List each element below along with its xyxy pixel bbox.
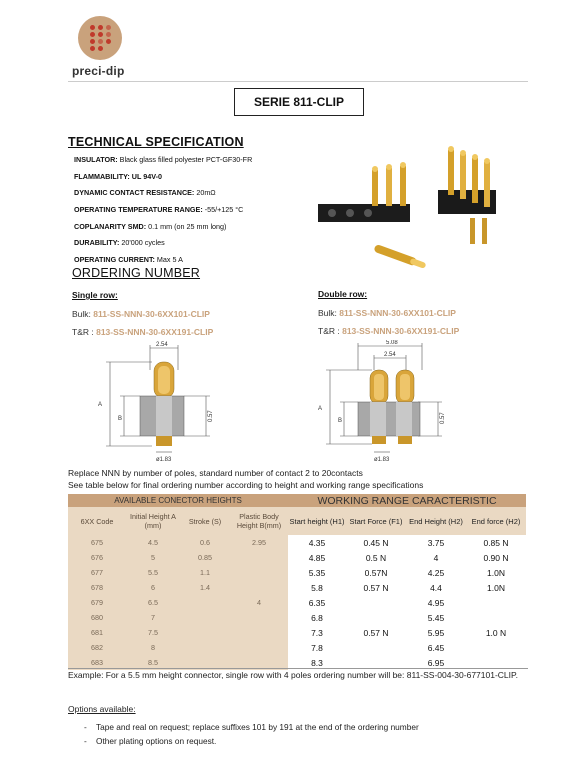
spec-operating-current: OPERATING CURRENT: Max 5 A [74, 255, 183, 264]
spec-durability: DURABILITY: 20'000 cycles [74, 238, 165, 247]
ordering-heading: ORDERING NUMBER [72, 266, 201, 280]
double-dim-b: B [338, 418, 343, 424]
product-photo [310, 140, 510, 280]
col-stroke: Stroke (S) [180, 507, 230, 535]
spec-insulator: INSULATOR: Black glass filled polyester PCT-GF30-FR [74, 155, 253, 164]
example-text: Example: For a 5.5 mm height connector, single row with 4 poles ordering number will be: 811-SS-004-30-677101-CLIP. [68, 670, 518, 680]
double-top-dim-inner: 2.54 [384, 352, 396, 358]
table-row: 683 8.5 8.3 6.95 [68, 655, 526, 670]
option-item: - Tape and real on request; replace suffixes 101 by 191 at the end of the ordering number [84, 722, 419, 732]
table-row: 677 5.5 1.1 5.35 0.57N 4.25 1.0N [68, 565, 526, 580]
merged-start-force: 0.57 N [346, 595, 406, 670]
header-divider [68, 81, 528, 82]
available-heights-header: AVAILABLE CONECTOR HEIGHTS [68, 494, 288, 507]
company-logo [72, 16, 132, 84]
table-row: 681 7.5 7.3 5.95 [68, 625, 526, 640]
document-title: SERIE 811-CLIP [234, 88, 364, 116]
table-row: 676 5 0.85 4.85 0.5 N 4 0.90 N [68, 550, 526, 565]
col-start-force: Start Force (F1) [346, 507, 406, 535]
table-divider [68, 668, 528, 669]
double-row-title: Double row: [318, 289, 368, 299]
table-row: 680 7 6.8 5.45 [68, 610, 526, 625]
table-row: 682 8 7.8 6.45 [68, 640, 526, 655]
working-range-header: WORKING RANGE CARACTERISTIC [288, 494, 526, 507]
table-row: 675 4.5 0.6 2.95 4.35 0.45 N 3.75 0.85 N [68, 535, 526, 550]
body-height-a: 2.95 [230, 535, 288, 595]
double-row-drawing [318, 340, 458, 466]
table-row: 679 6.5 4 6.35 0.57 N 4.95 1.0 N [68, 595, 526, 610]
single-top-dim: 2.54 [156, 342, 168, 348]
note-see-table: See table below for final ordering number according to height and working range specifications [68, 480, 424, 490]
col-code: 6XX Code [68, 507, 126, 535]
heights-table [68, 494, 526, 670]
double-row-tr: T&R : 813-SS-NNN-30-6XX191-CLIP [318, 326, 460, 336]
col-start-height: Start height (H1) [288, 507, 346, 535]
spec-contact-resistance: DYNAMIC CONTACT RESISTANCE: 20mΩ [74, 188, 216, 197]
spec-flammability: FLAMMABILITY: UL 94V-0 [74, 172, 162, 181]
col-initial-height: Initial Height A (mm) [126, 507, 180, 535]
single-right-dim: 0.57 [208, 410, 214, 422]
spec-temperature-range: OPERATING TEMPERATURE RANGE: -55/+125 °C [74, 205, 244, 214]
single-row-bulk: Bulk: 811-SS-NNN-30-6XX101-CLIP [72, 309, 210, 319]
note-replace-nnn: Replace NNN by number of poles, standard number of contact 2 to 20contacts [68, 468, 363, 478]
single-row-tr: T&R : 813-SS-NNN-30-6XX191-CLIP [72, 327, 214, 337]
single-dim-a: A [98, 402, 103, 408]
logo-mark [78, 16, 122, 60]
logo-text: preci-dip [72, 64, 125, 78]
single-dim-b: B [118, 416, 123, 422]
single-row-drawing [96, 340, 226, 466]
single-bottom-dim: ø1.83 [156, 457, 172, 463]
col-body-height: Plastic Body Height B(mm) [230, 507, 288, 535]
spec-coplanarity: COPLANARITY SMD: 0.1 mm (on 25 mm long) [74, 222, 227, 231]
table-row: 678 6 1.4 5.8 0.57 N 4.4 1.0N [68, 580, 526, 595]
col-end-force: End force (H2) [466, 507, 526, 535]
double-row-bulk: Bulk: 811-SS-NNN-30-6XX101-CLIP [318, 308, 456, 318]
double-top-dim-outer: 5.08 [386, 340, 398, 346]
technical-spec-heading: TECHNICAL SPECIFICATION [68, 135, 244, 149]
double-bottom-dim: ø1.83 [374, 457, 390, 463]
double-dim-a: A [318, 406, 323, 412]
options-heading: Options available: [68, 704, 136, 714]
col-end-height: End Height (H2) [406, 507, 466, 535]
option-item: - Other plating options on request. [84, 736, 217, 746]
body-height-b: 4 [230, 595, 288, 670]
single-row-title: Single row: [72, 290, 118, 300]
double-right-dim: 0.57 [440, 412, 446, 424]
merged-end-force: 1.0 N [466, 595, 526, 670]
